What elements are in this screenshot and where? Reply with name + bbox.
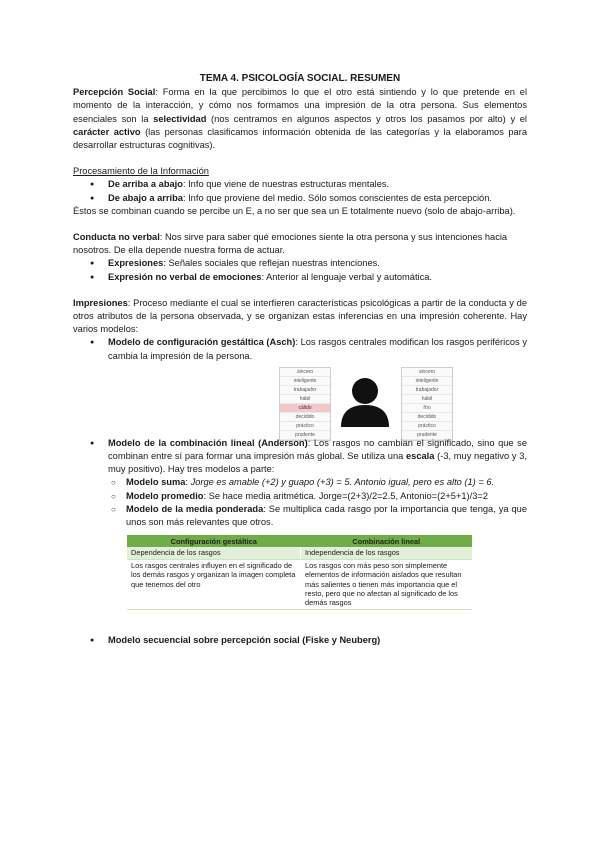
procesamiento-list: [73, 178, 527, 204]
table-header: Combinación lineal: [301, 535, 473, 547]
conducta-paragraph: Conducta no verbal: Nos sirve para saber qué emociones siente la otra persona y sus intenciones hacia nosotros. De ella depende nuestra forma de actuar.: [73, 232, 508, 256]
table-row: Los rasgos centrales influyen en el significado de los demás rasgos y organizan la imagen completa que tenemos del otro Los rasgos con más peso son simplemente elementos de información aislados que resultan más salientes o tienen más importancia que el resto, pero que no afectan al significado de los demás rasgos: [127, 559, 472, 609]
page-title: TEMA 4. PSICOLOGÍA SOCIAL. RESUMEN: [199, 73, 401, 84]
comparison-table: [127, 535, 472, 609]
impresiones-list: [73, 336, 527, 362]
asch-figure: [265, 367, 465, 438]
percepcion-label: Percepción Social: [73, 87, 156, 98]
list-item-asch: ● Modelo de configuración gestáltica (Asch): Los rasgos centrales modifican los rasgos periféricos y cambia la impresión de la persona.: [73, 336, 527, 362]
list-item: ● De arriba a abajo: Info que viene de nuestras estructuras mentales.: [73, 178, 527, 191]
percepcion-social-paragraph: Percepción Social: Forma en la que percibimos lo que el otro está sintiendo y lo que pretende en el momento de la interacción, y cómo nos formamos una impresión de la otra persona. Sus elementos esenciales son la selectividad (nos centramos en algunos aspectos y otros los pasamos por alto) y el carácter activo (las personas clasificamos información obtenida de las categorías y la elaboramos para desarrollar estructuras cognitivas).: [73, 87, 528, 151]
list-item: ○ Modelo suma: Jorge es amable (+2) y guapo (+3) = 5. Antonio igual, pero es alto (1) = 6.: [108, 476, 527, 489]
anderson-list: [73, 437, 527, 529]
conducta-list: [73, 257, 527, 283]
person-icon: [337, 371, 393, 427]
list-item: ○ Modelo promedio: Se hace media aritmética. Jorge=(2+3)/2=2.5, Antonio=(2+5+1)/3=2: [108, 490, 527, 503]
impresiones-paragraph: Impresiones: Proceso mediante el cual se interfieren características psicológicas a partir de la conducta y de otros atributos de la persona observada, y se organizan estas inferencias en una impresión coherente. Hay varios modelos:: [73, 297, 527, 335]
traits-left-column: sincero inteligente trabajador hábil cálido decidido práctico prudente: [279, 367, 331, 441]
list-item: ● De abajo a arriba: Info que proviene del medio. Sólo somos conscientes de esta percepción.: [73, 192, 527, 205]
central-trait-left: cálido: [280, 404, 330, 413]
anderson-submodels: [108, 476, 527, 529]
list-item: ● Expresiones: Señales sociales que reflejan nuestras intenciones.: [73, 257, 527, 270]
document-content: [73, 72, 527, 647]
list-item: ○ Modelo de la media ponderada: Se multiplica cada rasgo por la importancia que tenga, ya que unos son más relevantes que otros.: [108, 503, 527, 529]
table-header: Configuración gestáltica: [127, 535, 301, 547]
list-item-anderson: ● Modelo de la combinación lineal (Anderson): Los rasgos no cambian el significado, sino que se combinan entre sí para formar una impresión más global. Se utiliza una escala (-3, muy negativo y 3, muy positivo). Hay tres modelos a parte: ○ Modelo suma: Jorge es amable (+2) y guapo (+3) = 5. Antonio igual, pero es alto (1) = 6. ○ Modelo promedio: Se hace media aritmética. Jorge=(2+3)/2=2.5, Antonio=(2+5+1)/3=2 ○ Modelo de la media ponderada: Se multiplica cada rasgo por la importancia que tenga, ya que unos son más relevantes que otros.: [73, 437, 527, 529]
table-row: Dependencia de los rasgos Independencia de los rasgos: [127, 547, 472, 559]
procesamiento-heading: Procesamiento de la Información: [73, 166, 209, 177]
central-trait-right: frío: [402, 404, 452, 413]
list-item: ● Expresión no verbal de emociones: Anterior al lenguaje verbal y automática.: [73, 271, 527, 284]
traits-right-column: sincero inteligente trabajador hábil frío decidido práctico prudente: [401, 367, 453, 441]
secuencial-list: [73, 634, 527, 647]
list-item-secuencial: ● Modelo secuencial sobre percepción social (Fiske y Neuberg): [73, 634, 527, 647]
procesamiento-note: Éstos se combinan cuando se percibe un E, a no ser que sea un E totalmente nuevo (solo de abajo-arriba).: [73, 205, 516, 216]
